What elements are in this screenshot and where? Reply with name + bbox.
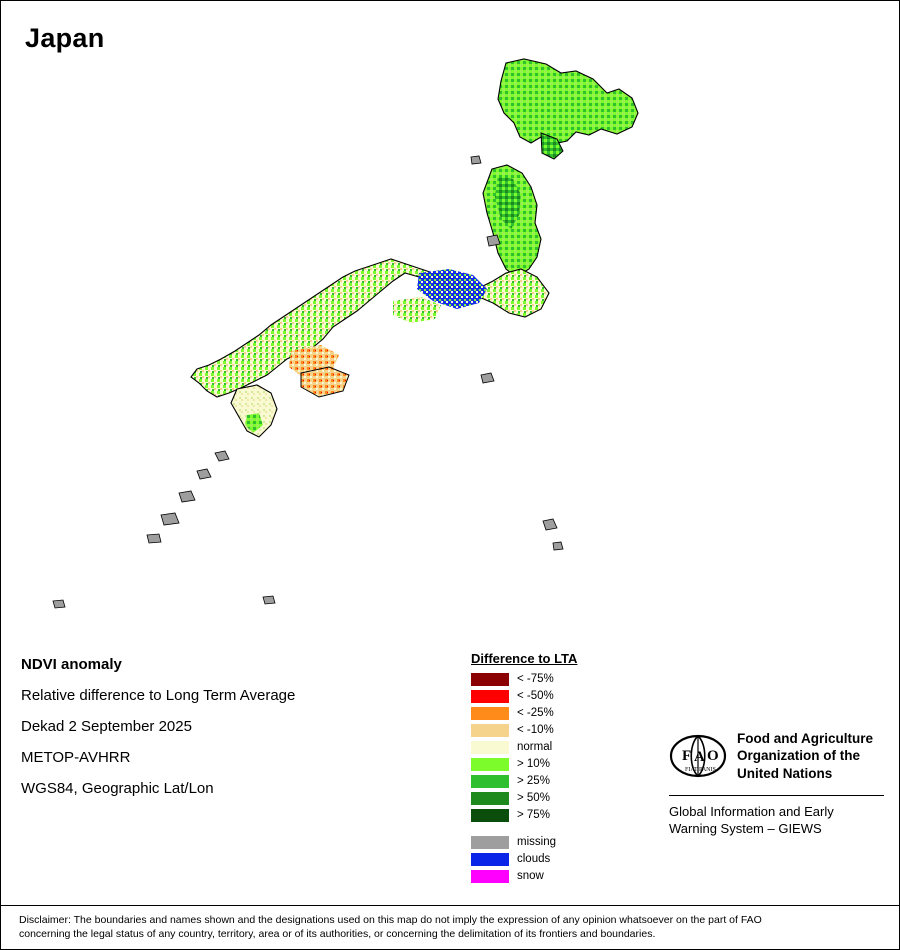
giews-line1: Global Information and Early	[669, 804, 834, 819]
legend-item-clouds	[471, 851, 651, 868]
legend-label: missing	[517, 836, 556, 848]
giews-system-name	[669, 804, 884, 838]
legend-label: clouds	[517, 853, 551, 865]
legend-item	[471, 739, 651, 756]
fao-branding	[669, 727, 884, 838]
fao-logo-icon	[669, 727, 727, 785]
legend-swatch	[471, 836, 509, 849]
caption-line-period: Dekad 2 September 2025	[21, 718, 192, 735]
legend-item-missing	[471, 834, 651, 851]
legend-label: normal	[517, 741, 553, 753]
legend-title: Difference to LTA	[471, 651, 578, 666]
legend-label: snow	[517, 870, 544, 882]
map-legend	[471, 651, 651, 885]
legend-label: < -50%	[517, 690, 554, 702]
giews-line2: Warning System – GIEWS	[669, 820, 822, 836]
map-caption-block	[21, 656, 441, 811]
map-landmass-hokkaido	[498, 59, 638, 159]
legend-swatch	[471, 853, 509, 866]
disclaimer-line-1: Disclaimer: The boundaries and names shown and the designations used on this map do not imply the expression of any opinion whatsoever on the part of FAO	[19, 913, 762, 926]
legend-swatch	[471, 724, 509, 737]
legend-swatch	[471, 690, 509, 703]
legend-label: < -10%	[517, 724, 554, 736]
disclaimer-block	[1, 905, 899, 949]
legend-swatch	[471, 792, 509, 805]
legend-item	[471, 756, 651, 773]
legend-item-snow	[471, 868, 651, 885]
legend-item	[471, 688, 651, 705]
legend-swatch	[471, 741, 509, 754]
svg-text:FIAT PANIS: FIAT PANIS	[685, 767, 716, 773]
caption-line-product: NDVI anomaly	[21, 656, 122, 673]
legend-swatch	[471, 775, 509, 788]
caption-line-projection: WGS84, Geographic Lat/Lon	[21, 780, 214, 797]
legend-label: > 75%	[517, 809, 550, 821]
legend-spacer	[471, 824, 651, 834]
map-landmass-honshu-north	[483, 165, 541, 277]
disclaimer-line-2: concerning the legal status of any country, territory, area or of its authorities, or concerning the delimitation of its frontiers and boundaries.	[19, 927, 656, 940]
legend-label: > 50%	[517, 792, 550, 804]
legend-swatch	[471, 707, 509, 720]
svg-text:F: F	[682, 748, 692, 764]
legend-swatch	[471, 870, 509, 883]
caption-line-description: Relative difference to Long Term Average	[21, 687, 296, 704]
fao-organization-name	[737, 727, 873, 782]
legend-item	[471, 722, 651, 739]
svg-text:O: O	[707, 748, 719, 764]
legend-swatch	[471, 673, 509, 686]
caption-line-sensor: METOP-AVHRR	[21, 749, 131, 766]
legend-item	[471, 790, 651, 807]
legend-label: > 25%	[517, 775, 550, 787]
legend-item	[471, 705, 651, 722]
legend-label: > 10%	[517, 758, 550, 770]
legend-item	[471, 773, 651, 790]
fao-name-line3: United Nations	[737, 765, 833, 781]
page-title: Japan	[25, 23, 105, 53]
legend-label: < -25%	[517, 707, 554, 719]
fao-name-line2: Organization of the	[737, 748, 860, 764]
map-landmass-honshu-central	[191, 259, 549, 397]
fao-name-line1: Food and Agriculture	[737, 731, 873, 746]
legend-label: < -75%	[517, 673, 554, 685]
map-canvas	[1, 1, 899, 641]
svg-text:A: A	[694, 749, 705, 765]
legend-swatch	[471, 758, 509, 771]
legend-item	[471, 671, 651, 688]
legend-swatch	[471, 809, 509, 822]
legend-item	[471, 807, 651, 824]
fao-divider	[669, 795, 884, 796]
